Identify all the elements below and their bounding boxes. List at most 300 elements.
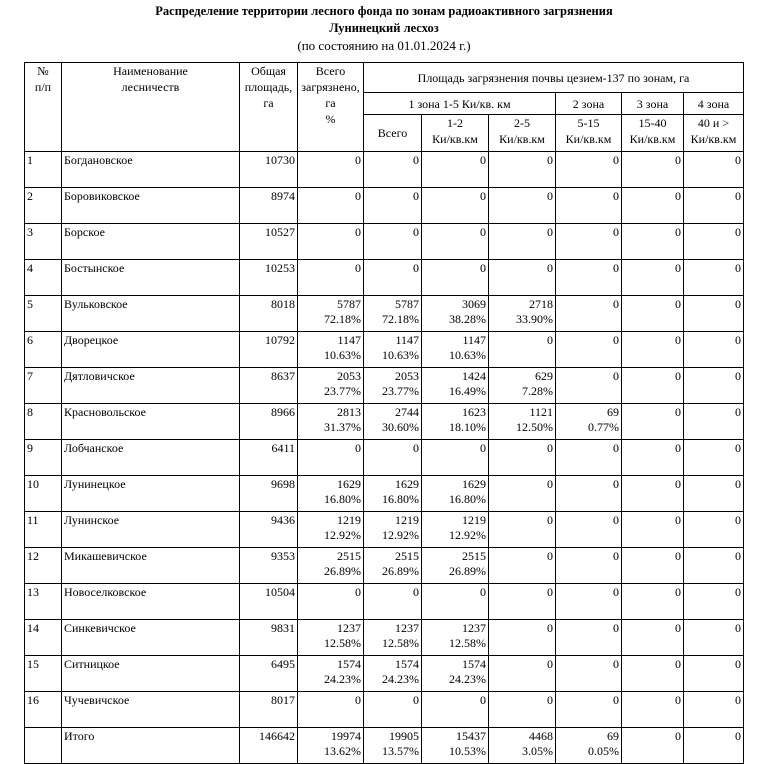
cell-value: 8966: [271, 405, 295, 419]
cell-b: [489, 332, 556, 368]
table-row: [25, 584, 744, 620]
cell-a: [422, 692, 489, 728]
cell-value: 0: [735, 693, 741, 707]
cell-a: [422, 224, 489, 260]
table-row: [25, 296, 744, 332]
forestry-name: Дворецкое: [62, 332, 240, 368]
cell-value: 0: [480, 261, 486, 275]
cell-value: 0: [735, 477, 741, 491]
cell-b: [489, 584, 556, 620]
cell-value: 0: [355, 153, 361, 167]
cell-a: [422, 404, 489, 440]
cell-z2: [556, 260, 622, 296]
cell-a: [422, 512, 489, 548]
cell-z2: [556, 476, 622, 512]
contamination-table: [24, 62, 744, 764]
cell-total: [240, 296, 298, 332]
cell-a: [422, 260, 489, 296]
cell-value: 0: [613, 369, 619, 383]
cell-value: 0: [547, 189, 553, 203]
cell-value: 19905: [389, 729, 419, 743]
cell-z4: [684, 512, 744, 548]
cell-z3: [622, 476, 684, 512]
header-zone2-range: 5-15 Ки/кв.км: [556, 115, 622, 152]
header-zone3-range: 15-40 Ки/кв.км: [622, 115, 684, 152]
cell-total: [240, 584, 298, 620]
row-number: 16: [25, 692, 62, 728]
cell-percent: 23.77%: [382, 384, 419, 398]
cell-c: [298, 656, 364, 692]
forestry-name: Лунинское: [62, 512, 240, 548]
cell-value: 0: [735, 621, 741, 635]
document-subtitle: Лунинецкий лесхоз: [329, 21, 439, 35]
cell-value: 0: [480, 225, 486, 239]
cell-value: 10253: [265, 261, 295, 275]
table-row: [25, 188, 744, 224]
cell-value: 0: [613, 441, 619, 455]
cell-value: 8974: [271, 189, 295, 203]
cell-percent: 23.77%: [324, 384, 361, 398]
cell-value: 0: [547, 225, 553, 239]
table-row: [25, 548, 744, 584]
cell-total: [240, 188, 298, 224]
header-zone1-a: 1-2 Ки/кв.км: [422, 115, 489, 152]
table-row: [25, 332, 744, 368]
cell-z3: [622, 332, 684, 368]
cell-z3: [622, 512, 684, 548]
cell-value: 1574: [337, 657, 361, 671]
cell-total: [240, 404, 298, 440]
document-title: Распределение территории лесного фонда по зонам радиоактивного загрязнения: [155, 4, 613, 18]
cell-value: 0: [735, 153, 741, 167]
cell-a: [422, 296, 489, 332]
header-contaminated: Всего загрязнено, га %: [298, 63, 364, 152]
cell-percent: 30.60%: [382, 420, 419, 434]
cell-value: 0: [675, 657, 681, 671]
cell-value: 9698: [271, 477, 295, 491]
cell-value: 10504: [265, 585, 295, 599]
header-name: Наименование лесничеств: [62, 63, 240, 152]
cell-c: [298, 728, 364, 764]
cell-a: [422, 368, 489, 404]
header-zone4: 4 зона: [684, 93, 744, 115]
row-number: 1: [25, 152, 62, 188]
cell-a: [422, 584, 489, 620]
cell-z4: [684, 296, 744, 332]
cell-percent: 33.90%: [516, 312, 553, 326]
header-zone1: 1 зона 1-5 Ки/кв. км: [364, 93, 556, 115]
cell-z4: [684, 404, 744, 440]
cell-z3: [622, 152, 684, 188]
cell-z1: [364, 440, 422, 476]
cell-value: 0: [675, 369, 681, 383]
cell-value: 146642: [259, 729, 295, 743]
header-area-title: Площадь загрязнения почвы цезием-137 по зонам, га: [364, 63, 744, 93]
cell-value: 0: [547, 441, 553, 455]
cell-z1: [364, 368, 422, 404]
forestry-name: Вульковское: [62, 296, 240, 332]
cell-value: 1121: [529, 405, 553, 419]
cell-value: 0: [547, 585, 553, 599]
cell-c: [298, 620, 364, 656]
cell-z1: [364, 188, 422, 224]
cell-value: 9353: [271, 549, 295, 563]
cell-value: 0: [735, 333, 741, 347]
cell-value: 0: [613, 585, 619, 599]
cell-value: 1237: [395, 621, 419, 635]
cell-z1: [364, 728, 422, 764]
forestry-name: Боровиковское: [62, 188, 240, 224]
cell-value: 1237: [462, 621, 486, 635]
table-row: [25, 224, 744, 260]
table-row: [25, 728, 744, 764]
table-row: [25, 656, 744, 692]
cell-value: 0: [675, 729, 681, 743]
cell-z3: [622, 404, 684, 440]
cell-value: 1147: [462, 333, 486, 347]
cell-value: 1629: [395, 477, 419, 491]
cell-b: [489, 404, 556, 440]
forestry-name: Чучевичское: [62, 692, 240, 728]
cell-c: [298, 584, 364, 620]
cell-value: 0: [547, 693, 553, 707]
cell-z1: [364, 476, 422, 512]
cell-value: 629: [535, 369, 553, 383]
row-number: 5: [25, 296, 62, 332]
cell-percent: 24.23%: [382, 672, 419, 686]
cell-c: [298, 368, 364, 404]
cell-value: 0: [735, 297, 741, 311]
table-row: [25, 368, 744, 404]
cell-value: 6411: [271, 441, 295, 455]
cell-value: 2053: [337, 369, 361, 383]
cell-total: [240, 512, 298, 548]
cell-value: 0: [480, 693, 486, 707]
cell-value: 0: [613, 657, 619, 671]
cell-percent: 26.89%: [324, 564, 361, 578]
cell-value: 0: [735, 405, 741, 419]
forestry-name: Ситницкое: [62, 656, 240, 692]
cell-value: 0: [735, 585, 741, 599]
cell-value: 0: [613, 153, 619, 167]
cell-percent: 3.05%: [522, 744, 553, 758]
cell-z1: [364, 656, 422, 692]
cell-z4: [684, 548, 744, 584]
cell-percent: 24.23%: [324, 672, 361, 686]
cell-value: 0: [413, 261, 419, 275]
cell-value: 9436: [271, 513, 295, 527]
cell-b: [489, 440, 556, 476]
table-row: [25, 404, 744, 440]
cell-a: [422, 728, 489, 764]
cell-z4: [684, 260, 744, 296]
cell-z4: [684, 476, 744, 512]
cell-value: 0: [413, 693, 419, 707]
cell-z1: [364, 332, 422, 368]
cell-value: 2515: [462, 549, 486, 563]
row-number: 9: [25, 440, 62, 476]
cell-b: [489, 656, 556, 692]
cell-value: 0: [735, 657, 741, 671]
cell-b: [489, 512, 556, 548]
table-row: [25, 260, 744, 296]
table-body: [25, 152, 744, 764]
cell-value: 0: [480, 585, 486, 599]
table-row: [25, 440, 744, 476]
cell-value: 5787: [395, 297, 419, 311]
cell-total: [240, 368, 298, 404]
cell-percent: 72.18%: [324, 312, 361, 326]
row-number: 14: [25, 620, 62, 656]
cell-value: 1623: [462, 405, 486, 419]
cell-percent: 12.58%: [449, 636, 486, 650]
cell-value: 0: [613, 693, 619, 707]
cell-a: [422, 152, 489, 188]
row-number: 12: [25, 548, 62, 584]
cell-value: 10792: [265, 333, 295, 347]
cell-z3: [622, 584, 684, 620]
forestry-name: Итого: [62, 728, 240, 764]
cell-percent: 10.53%: [449, 744, 486, 758]
cell-total: [240, 332, 298, 368]
forestry-name: Лобчанское: [62, 440, 240, 476]
header-zone4-range: 40 и > Ки/кв.км: [684, 115, 744, 152]
table-row: [25, 692, 744, 728]
cell-z1: [364, 224, 422, 260]
table-row: [25, 512, 744, 548]
cell-value: 2515: [337, 549, 361, 563]
cell-z2: [556, 512, 622, 548]
cell-b: [489, 296, 556, 332]
cell-value: 19974: [331, 729, 361, 743]
cell-z4: [684, 368, 744, 404]
cell-value: 0: [413, 585, 419, 599]
cell-z4: [684, 656, 744, 692]
table-row: [25, 152, 744, 188]
cell-value: 0: [675, 333, 681, 347]
cell-percent: 10.63%: [449, 348, 486, 362]
cell-percent: 16.80%: [324, 492, 361, 506]
cell-percent: 72.18%: [382, 312, 419, 326]
cell-z4: [684, 224, 744, 260]
cell-z2: [556, 296, 622, 332]
cell-value: 0: [735, 189, 741, 203]
cell-total: [240, 728, 298, 764]
cell-total: [240, 260, 298, 296]
cell-z1: [364, 548, 422, 584]
cell-value: 1147: [395, 333, 419, 347]
cell-value: 1574: [395, 657, 419, 671]
forestry-name: Новоселковское: [62, 584, 240, 620]
cell-value: 10730: [265, 153, 295, 167]
cell-value: 1219: [395, 513, 419, 527]
cell-b: [489, 224, 556, 260]
cell-a: [422, 332, 489, 368]
cell-value: 0: [355, 585, 361, 599]
cell-c: [298, 224, 364, 260]
header-num: № п/п: [25, 63, 62, 152]
cell-z3: [622, 440, 684, 476]
cell-z1: [364, 404, 422, 440]
row-number: 11: [25, 512, 62, 548]
cell-z4: [684, 692, 744, 728]
header-zone2: 2 зона: [556, 93, 622, 115]
cell-a: [422, 620, 489, 656]
cell-percent: 10.63%: [324, 348, 361, 362]
cell-z3: [622, 692, 684, 728]
cell-value: 0: [735, 729, 741, 743]
cell-z2: [556, 152, 622, 188]
cell-c: [298, 692, 364, 728]
cell-percent: 26.89%: [382, 564, 419, 578]
cell-value: 0: [735, 261, 741, 275]
cell-value: 0: [613, 621, 619, 635]
cell-z2: [556, 332, 622, 368]
cell-value: 8017: [271, 693, 295, 707]
cell-z4: [684, 188, 744, 224]
table-row: [25, 476, 744, 512]
cell-z1: [364, 152, 422, 188]
cell-b: [489, 548, 556, 584]
cell-value: 0: [547, 477, 553, 491]
cell-z2: [556, 224, 622, 260]
forestry-name: Микашевичское: [62, 548, 240, 584]
cell-a: [422, 476, 489, 512]
cell-z2: [556, 620, 622, 656]
cell-value: 5787: [337, 297, 361, 311]
cell-value: 2744: [395, 405, 419, 419]
cell-z2: [556, 548, 622, 584]
cell-value: 2718: [529, 297, 553, 311]
cell-value: 9831: [271, 621, 295, 635]
cell-c: [298, 152, 364, 188]
cell-z3: [622, 620, 684, 656]
cell-z3: [622, 296, 684, 332]
cell-value: 8637: [271, 369, 295, 383]
cell-value: 0: [675, 261, 681, 275]
cell-value: 1147: [337, 333, 361, 347]
cell-value: 1629: [462, 477, 486, 491]
row-number: 13: [25, 584, 62, 620]
cell-value: 4468: [529, 729, 553, 743]
cell-value: 1574: [462, 657, 486, 671]
cell-percent: 16.80%: [382, 492, 419, 506]
cell-value: 0: [613, 225, 619, 239]
cell-percent: 13.57%: [382, 744, 419, 758]
cell-z2: [556, 728, 622, 764]
cell-percent: 7.28%: [522, 384, 553, 398]
cell-z4: [684, 728, 744, 764]
cell-value: 3069: [462, 297, 486, 311]
cell-value: 69: [607, 729, 619, 743]
cell-value: 0: [355, 189, 361, 203]
cell-z2: [556, 368, 622, 404]
cell-value: 0: [735, 441, 741, 455]
cell-value: 0: [675, 297, 681, 311]
cell-total: [240, 656, 298, 692]
row-number: 3: [25, 224, 62, 260]
cell-value: 0: [675, 549, 681, 563]
cell-value: 0: [413, 225, 419, 239]
cell-value: 69: [607, 405, 619, 419]
cell-total: [240, 224, 298, 260]
cell-percent: 18.10%: [449, 420, 486, 434]
cell-z1: [364, 260, 422, 296]
cell-z1: [364, 692, 422, 728]
cell-value: 0: [613, 261, 619, 275]
cell-z1: [364, 296, 422, 332]
cell-percent: 13.62%: [324, 744, 361, 758]
cell-percent: 26.89%: [449, 564, 486, 578]
cell-percent: 16.49%: [449, 384, 486, 398]
cell-percent: 38.28%: [449, 312, 486, 326]
cell-percent: 10.63%: [382, 348, 419, 362]
cell-b: [489, 476, 556, 512]
cell-b: [489, 260, 556, 296]
cell-z4: [684, 440, 744, 476]
cell-value: 2813: [337, 405, 361, 419]
cell-value: 0: [547, 333, 553, 347]
row-number: 6: [25, 332, 62, 368]
cell-b: [489, 692, 556, 728]
forestry-name: Дятловичское: [62, 368, 240, 404]
cell-z3: [622, 224, 684, 260]
forestry-name: Богдановское: [62, 152, 240, 188]
cell-value: 0: [613, 477, 619, 491]
cell-z3: [622, 368, 684, 404]
header-zone1-b: 2-5 Ки/кв.км: [489, 115, 556, 152]
cell-a: [422, 656, 489, 692]
cell-b: [489, 152, 556, 188]
cell-value: 0: [675, 189, 681, 203]
cell-value: 2053: [395, 369, 419, 383]
cell-value: 0: [413, 441, 419, 455]
cell-value: 0: [613, 549, 619, 563]
cell-value: 0: [735, 225, 741, 239]
cell-c: [298, 548, 364, 584]
row-number: 8: [25, 404, 62, 440]
cell-value: 0: [547, 153, 553, 167]
cell-z2: [556, 656, 622, 692]
cell-percent: 12.92%: [449, 528, 486, 542]
cell-c: [298, 296, 364, 332]
forestry-name: Синкевичское: [62, 620, 240, 656]
cell-c: [298, 512, 364, 548]
cell-value: 0: [480, 189, 486, 203]
cell-value: 0: [675, 441, 681, 455]
cell-value: 0: [675, 153, 681, 167]
cell-value: 0: [355, 225, 361, 239]
cell-value: 0: [355, 441, 361, 455]
cell-z4: [684, 584, 744, 620]
cell-z1: [364, 512, 422, 548]
header-zone1-total: Всего: [364, 115, 422, 152]
table-row: [25, 620, 744, 656]
cell-value: 0: [547, 549, 553, 563]
cell-value: 0: [675, 585, 681, 599]
cell-b: [489, 728, 556, 764]
cell-z2: [556, 440, 622, 476]
date-line: (по состоянию на 01.01.2024 г.): [297, 38, 471, 53]
cell-z3: [622, 260, 684, 296]
cell-c: [298, 476, 364, 512]
cell-z3: [622, 188, 684, 224]
row-number: 2: [25, 188, 62, 224]
cell-percent: 12.92%: [382, 528, 419, 542]
cell-value: 6495: [271, 657, 295, 671]
cell-value: 0: [675, 621, 681, 635]
cell-percent: 12.58%: [382, 636, 419, 650]
